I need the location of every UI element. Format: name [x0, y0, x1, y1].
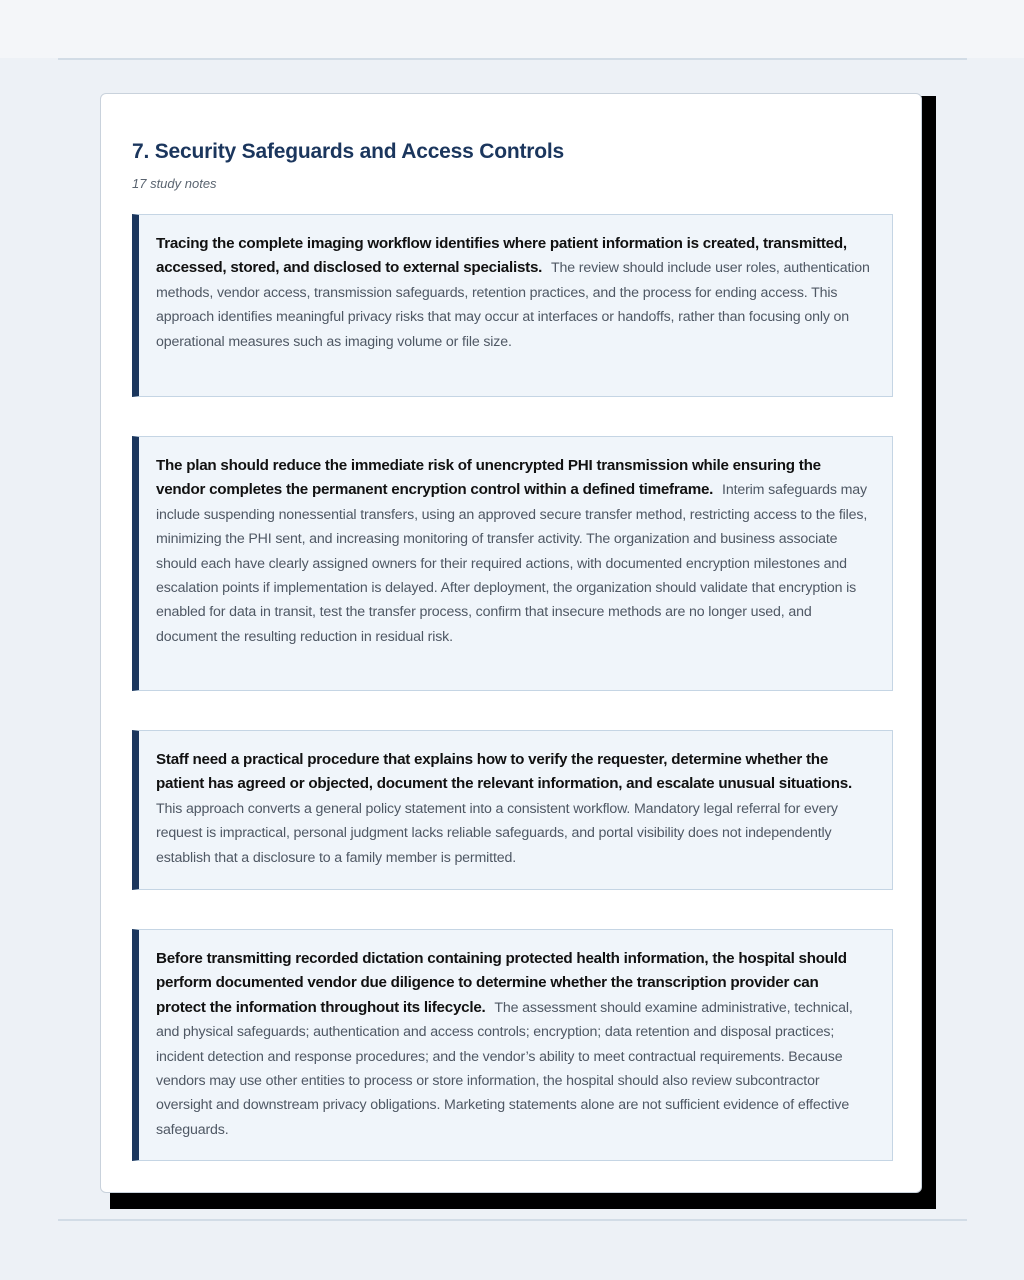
bottom-divider: [58, 1219, 967, 1221]
study-note-body: This approach converts a general policy statement into a consistent workflow. Mandatory legal referral for every request is impractical, personal judgment lacks reliable safeguards, and portal visibility does not independently establish that a disclosure to a family member is permitted.: [156, 800, 838, 866]
study-note-body: The assessment should examine administrative, technical, and physical safeguards; authentication and access controls; encryption; data retention and disposal practices; incident detection and response procedures; and the vendor’s ability to meet contractual requirements. Because vendors may use other entities to process or store information, the hospital should also review subcontractor oversight and downstream privacy obligations. Marketing statements alone are not sufficient evidence of effective safeguards.: [156, 999, 853, 1138]
study-notes-card: [100, 93, 922, 1193]
study-note-body: Interim safeguards may include suspending nonessential transfers, using an approved secure transfer method, restricting access to the files, minimizing the PHI sent, and increasing monitoring of transfer activity. The organization and business associate should each have clearly assigned owners for their required actions, with documented encryption milestones and escalation points if implementation is delayed. After deployment, the organization should validate that encryption is enabled for data in transit, test the transfer process, confirm that insecure methods are no longer used, and document the resulting reduction in residual risk.: [156, 482, 868, 645]
section-note-count: 17 study notes: [132, 176, 217, 191]
study-note-lead: Before transmitting recorded dictation containing protected health information, the hospital should perform documented vendor due diligence to determine whether the transcription provider can protect the information throughout its lifecycle.: [156, 950, 847, 1016]
study-note-lead: Staff need a practical procedure that explains how to verify the requester, determine whether the patient has agreed or objected, document the relevant information, and escalate unusual situations.: [156, 751, 852, 793]
study-note-lead: Tracing the complete imaging workflow identifies where patient information is created, transmitted, accessed, stored, and disclosed to external specialists.: [156, 235, 847, 277]
top-band: [0, 0, 1024, 58]
study-note: [132, 730, 893, 890]
study-note: [132, 436, 893, 691]
top-divider: [58, 58, 967, 60]
study-note-lead: The plan should reduce the immediate risk of unencrypted PHI transmission while ensuring the vendor completes the permanent encryption control within a defined timeframe.: [156, 457, 821, 499]
study-note: [132, 214, 893, 397]
study-note-body: The review should include user roles, authentication methods, vendor access, transmission safeguards, retention practices, and the process for ending access. This approach identifies meaningful privacy risks that may occur at interfaces or handoffs, rather than focusing only on operational measures such as imaging volume or file size.: [156, 260, 870, 350]
study-note: [132, 929, 893, 1161]
section-title: 7. Security Safeguards and Access Controls: [132, 140, 564, 163]
